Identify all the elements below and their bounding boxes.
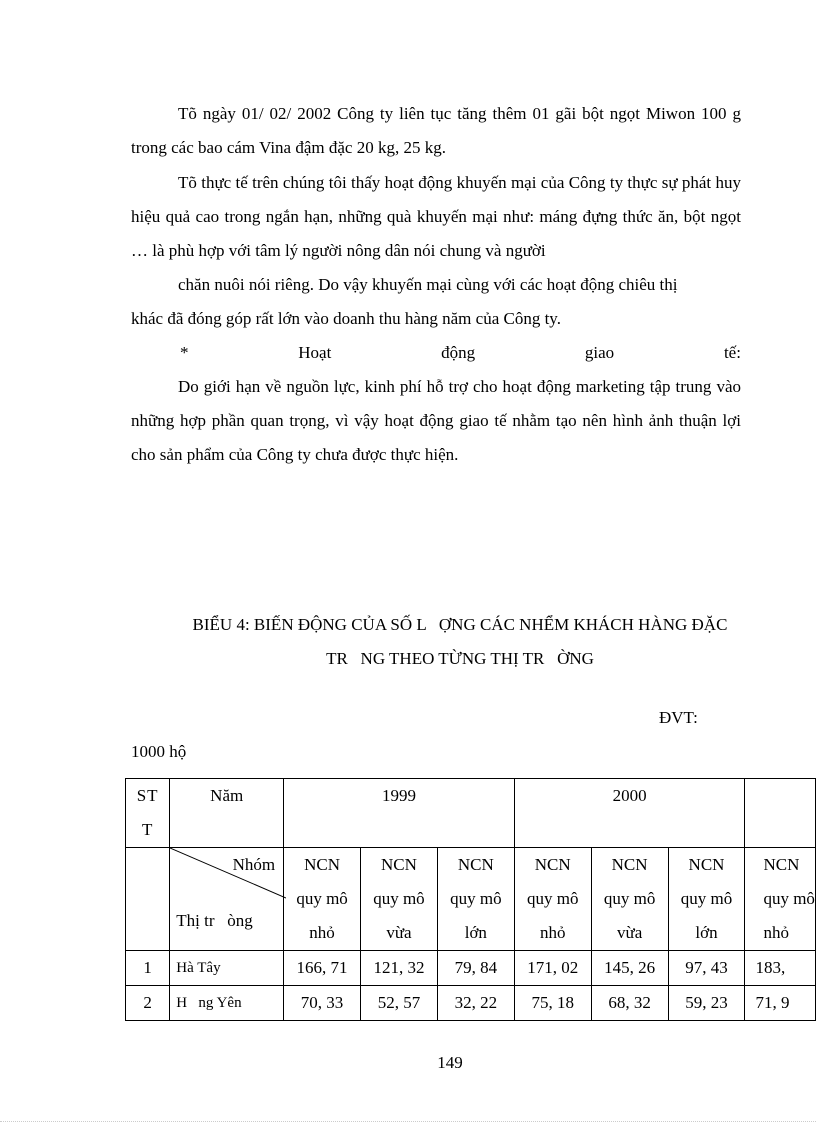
subheader-line: quy mô [373, 889, 425, 908]
market-label: Thị tr òng [176, 911, 253, 930]
row-value: 68, 32 [591, 986, 668, 1021]
row-value: 97, 43 [668, 951, 745, 986]
subheader-line: quy mô [763, 889, 815, 908]
row-value-cut [745, 986, 816, 1021]
diagonal-header-cell [170, 848, 284, 951]
paragraph-line: chăn nuôi nói riêng. Do vậy khuyến mại cùng với các hoạt động chiêu thị [178, 275, 678, 294]
row-value-text: 71, 9 [755, 993, 790, 1012]
subheader-line: quy mô [603, 889, 656, 908]
subheader-line: nhỏ [763, 923, 789, 942]
subheader-line: quy mô [450, 889, 502, 908]
subheader-cell [514, 848, 591, 951]
year-header: 2000 [514, 779, 745, 848]
paragraph-promotion-effect: Tõ thực tế trên chúng tôi thấy hoạt động khuyến mại của Công ty thực sự phát huy hiệu quả cao trong ngắn hạn, những quà khuyến mại như: máng đựng thức ăn, bột ngọt … là phù hợp với tâm lý người nông dân nói chung và người [131, 173, 741, 260]
subheader-cell-cut [745, 848, 816, 951]
row-value: 75, 18 [514, 986, 591, 1021]
table-subheader-row [126, 848, 816, 951]
subheader-cell [361, 848, 438, 951]
subheader-cell [668, 848, 745, 951]
table-header-row [126, 779, 816, 848]
row-value: 166, 71 [284, 951, 361, 986]
heading-word: * [180, 343, 189, 362]
subheader-line: quy mô [296, 889, 348, 908]
table-row [126, 951, 816, 986]
row-value-text: 183, [755, 958, 786, 977]
paragraph-promotion-conclusion [131, 268, 741, 336]
table-row [126, 986, 816, 1021]
heading-word: giao [584, 343, 615, 362]
stt-header [126, 779, 170, 848]
table-title-continued: TR NG THEO TỪNG THỊ TR ỜNG [326, 649, 594, 668]
unit-value: 1000 hộ [131, 742, 187, 761]
subheader-line: NCN [304, 855, 340, 874]
subheader-line: NCN [534, 855, 571, 874]
row-value: 145, 26 [591, 951, 668, 986]
stt-header-text: ST T [136, 786, 159, 839]
subheader-line: lớn [464, 923, 487, 942]
subheader-line: nhỏ [539, 923, 566, 942]
row-value: 70, 33 [284, 986, 361, 1021]
year-header-label: Năm [170, 779, 284, 848]
section-heading-public-relations [131, 336, 741, 370]
paragraph-line: khác đã đóng góp rất lớn vào doanh thu hàng năm của Công ty. [131, 309, 561, 328]
group-label: Nhóm [232, 855, 276, 874]
row-value: 52, 57 [361, 986, 438, 1021]
subheader-line: vừa [386, 923, 412, 942]
row-stt: 2 [126, 986, 170, 1021]
subheader-line: lớn [695, 923, 718, 942]
subheader-line: NCN [380, 855, 417, 874]
row-value: 121, 32 [361, 951, 438, 986]
subheader-line: NCN [688, 855, 725, 874]
subheader-line: vừa [616, 923, 643, 942]
subheader-line: NCN [611, 855, 648, 874]
paragraph-promotion-date: Tõ ngày 01/ 02/ 2002 Công ty liên tục tăng thêm 01 gãi bột ngọt Miwon 100 g trong các bao cám Vina đậm đặc 20 kg, 25 kg. [131, 104, 741, 157]
page-number: 149 [437, 1053, 463, 1072]
row-value: 171, 02 [514, 951, 591, 986]
year-header: 1999 [284, 779, 515, 848]
subheader-line: nhỏ [309, 923, 335, 942]
heading-word: tế: [723, 343, 741, 362]
row-value: 59, 23 [668, 986, 745, 1021]
heading-word: động [441, 343, 476, 362]
table-title: BIỂU 4: BIẾN ĐỘNG CỦA SỐ L ỢNG CÁC NHỂM KHÁCH HÀNG ĐẶC [192, 615, 728, 634]
row-stt: 1 [126, 951, 170, 986]
row-market-name: H ng Yên [170, 986, 284, 1021]
row-market-name: Hà Tây [170, 951, 284, 986]
row-value-cut [745, 951, 816, 986]
subheader-line: NCN [763, 855, 800, 874]
unit-label: ĐVT: [659, 708, 698, 727]
page-bottom-divider [0, 1121, 816, 1122]
empty-cell [126, 848, 170, 951]
subheader-line: quy mô [680, 889, 733, 908]
customer-group-table [125, 778, 816, 1021]
subheader-cell [591, 848, 668, 951]
subheader-cell [284, 848, 361, 951]
subheader-line: NCN [457, 855, 494, 874]
row-value: 32, 22 [437, 986, 514, 1021]
paragraph-public-relations: Do giới hạn về nguồn lực, kinh phí hỗ trợ cho hoạt động marketing tập trung vào những hợp phần quan trọng, vì vậy hoạt động giao tế nhằm tạo nên hình ảnh thuận lợi cho sản phẩm của Công ty chưa được thực hiện. [131, 377, 741, 464]
subheader-cell [437, 848, 514, 951]
row-value: 79, 84 [437, 951, 514, 986]
subheader-line: quy mô [526, 889, 579, 908]
heading-word: Hoạt [298, 343, 332, 362]
year-header-cut [745, 779, 816, 848]
